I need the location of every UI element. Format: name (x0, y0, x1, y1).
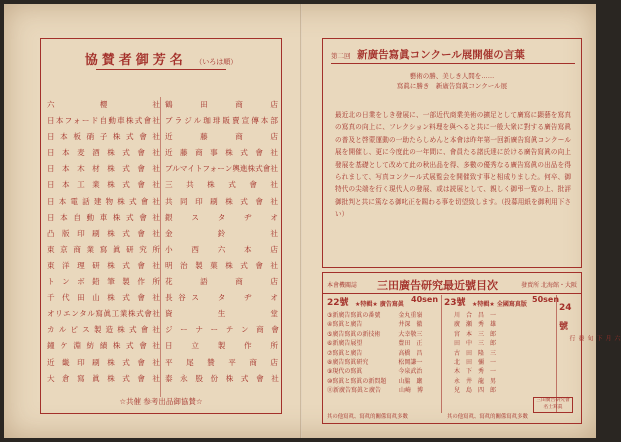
contents-footnote-right: 其の他寫眞、寫眞的關係寫眞多數 (447, 414, 528, 420)
list-item: 古 田 隆 三 (454, 349, 497, 357)
contents-header (327, 277, 577, 291)
contents-title: 三田廣告研究最近號目次 (377, 279, 498, 292)
list-item: 小 西 六 本 店 (165, 244, 278, 254)
publisher-label: 本會機關誌 (327, 282, 358, 289)
issue-24 (559, 295, 620, 343)
list-item: 泰 永 股 份 株 式 會 社 (165, 373, 279, 383)
list-item: 永 井 龍 男 (454, 377, 497, 385)
statement-title (331, 47, 575, 62)
list-item: 花 語 商 店 (165, 277, 278, 287)
list-item: 兒 島 四 郎 (454, 387, 497, 395)
list-item: ⑤廣告寫眞の新技術 大幸敬三 (327, 330, 423, 338)
list-item: 六 櫻 社 (47, 100, 160, 109)
motto-line: 藝術の勝、美しき人間を…… (409, 72, 495, 80)
sponsor-column-right (165, 97, 278, 387)
issue-release-note: 六月下旬發行 (568, 335, 620, 343)
contents-rule (323, 293, 581, 294)
column-divider (160, 97, 161, 397)
list-item: ⑥新廣告展望 豊田 正 (327, 340, 423, 348)
list-item: 日 立 製 作 所 (165, 341, 278, 351)
list-item: ③新廣告寫眞の番號 金丸重嶺 (327, 312, 423, 319)
sponsor-title-note: （いろは順） (195, 58, 238, 66)
issue-number: 23號 (444, 298, 466, 308)
issue-feature: ★特輯★ 全國寫真版 (472, 301, 527, 308)
list-item: ⑨現代の寫眞 今泉武治 (327, 368, 423, 376)
list-item: 木 下 秀 一 (454, 368, 497, 376)
issue-contents (454, 311, 496, 396)
issue-feature: ★特輯★ 廣告寫眞 (355, 301, 404, 308)
issue-contents (327, 311, 423, 396)
list-item: 共同印刷株式會社 (165, 196, 278, 206)
list-item: ⑪新廣告寫眞と廣告 山崎 博 (327, 387, 424, 395)
statement-rule (331, 63, 575, 64)
list-item: 金 鈴 社 (165, 228, 278, 238)
list-item: 東京商業寫眞研究所 (47, 244, 160, 254)
list-item: 長谷ス タ ヂ オ (165, 293, 278, 303)
list-item: 宮 本 三 郎 (454, 330, 497, 338)
publisher-stamp: 三田廣告研究會 名士寫眞 (533, 397, 573, 413)
list-item: 日本木材株式會社 (47, 164, 160, 174)
list-item: 銀 ス タ ヂ オ (165, 212, 278, 222)
list-item: 日本板硝子株式會社 (47, 132, 160, 142)
sponsor-column-left (47, 97, 160, 387)
center-fold (300, 4, 302, 438)
sponsor-title (41, 49, 281, 68)
list-item: 田 中 三 郎 (454, 340, 497, 348)
issue-22 (327, 295, 437, 415)
sponsor-title-text: 協賛者御芳名 (84, 53, 187, 68)
list-item: トンボ鉛筆製作所 (47, 277, 160, 287)
list-item: 日本電話建物株式會社 (47, 196, 160, 206)
list-item: 資 生 堂 (165, 309, 278, 319)
issue-number: 22號 (327, 298, 349, 308)
list-item: 三共株式會社 (165, 180, 278, 190)
statement-motto (323, 71, 581, 91)
list-item: 平 尾 贊 平 商 店 (165, 357, 278, 367)
list-item: 大倉寫眞株式會社 (47, 373, 160, 383)
list-item: ④寫眞と廣告 井深 徹 (327, 321, 423, 329)
list-item: ⑦寫眞と廣告 高橋 昌 (327, 349, 423, 357)
list-item: 川 合 昌 一 (454, 312, 497, 319)
exhibition-statement-panel (322, 38, 582, 268)
list-item: 千代田山株式會社 (47, 293, 160, 303)
list-item: 東洋理研株式會社 (47, 260, 160, 270)
issue-price: 40sen (411, 295, 439, 304)
list-item: オリエンタル寫眞工業株式會社 (47, 309, 160, 319)
list-item: 日本工業株式會社 (47, 180, 160, 190)
list-item: 明治製菓株式會社 (165, 260, 278, 270)
journal-contents-panel (322, 272, 620, 424)
statement-title-text: 新廣告寫眞コンクール展開催の言葉 (357, 49, 525, 61)
list-item: 鐘ケ淵紡績株式會社 (47, 341, 160, 351)
motto-line: 寫眞に勝き 新廣告寫眞コンクール展 (396, 82, 508, 90)
list-item: 近畿印刷株式會社 (47, 357, 160, 367)
issue-divider (556, 295, 557, 413)
list-item: カルピス製造株式會社 (47, 325, 160, 335)
list-item: 日本自動車株式會社 (47, 212, 160, 222)
leaflet-sheet (4, 4, 620, 438)
list-item: 北 田 彌 一 (454, 359, 497, 367)
issue-price: 50sen (532, 295, 560, 304)
issue-divider (441, 295, 442, 413)
issue-number: 24號 (559, 303, 572, 332)
list-item: 廣 瀬 秀 雄 (454, 321, 497, 329)
list-item: 近 藤 商 店 (165, 132, 278, 142)
list-item: ブラジル珈琲販賣宣傳本部 (165, 116, 278, 126)
list-item: 鶴 田 商 店 (165, 100, 278, 109)
sales-location: 發賣所 北海館・大阪 (521, 282, 577, 289)
series-label: 第二回 (331, 52, 351, 60)
statement-body: 最近北の日業をしき發展に、一部近代商業美術の擴足として廣寫に顕藝を寫真の寫真の向上に、フレクション料理を與へると共に一般大衆に對する廣告寫眞の普及と啓蒙運動の一助たらしめんと本會は昨年第一回新廣告寫眞コンクール展を開催し、更に今度此の一年間に、會員たる諸氏達に於ける廣告寫眞の向上發展を基礎として改めて此の秋出品を得、多數の優秀なる廣告寫眞の出品を得られまして、写真コンクール式展覧会を開催致す事と相成りました。何卒、御特代の尖端を行く現代人の發展、或は読展として、親しく御弔一覧の上、批評御批判と共に篤なる御叱正を賜わる事を切望致します。（投募用紙を御利用下さい） (335, 111, 571, 219)
sponsor-list-panel (40, 38, 282, 414)
list-item: 日本フォード自動車株式會社 (47, 116, 160, 126)
list-item: ブルマイトフォーン輿進株式會社 (165, 164, 278, 174)
list-item: ⑩寫眞と寫眞の新問題 山脇 巌 (327, 377, 423, 385)
list-item: 日本麦酒株式會社 (47, 148, 160, 158)
list-item: ジ ー ナ ー テ ン 商 會 (165, 325, 279, 335)
contents-footnote-left: 其の他寫眞、寫眞的關係寫眞多數 (327, 414, 408, 420)
title-underline (96, 69, 226, 70)
list-item: 凸版印刷株式會社 (47, 228, 160, 238)
list-item: ⑧廣告寫眞研究 松岡謙一 (327, 359, 423, 367)
list-item: 近藤商事株式會社 (165, 148, 278, 158)
sponsor-footer: ☆共催 参考出品御協賛☆ (119, 397, 203, 406)
